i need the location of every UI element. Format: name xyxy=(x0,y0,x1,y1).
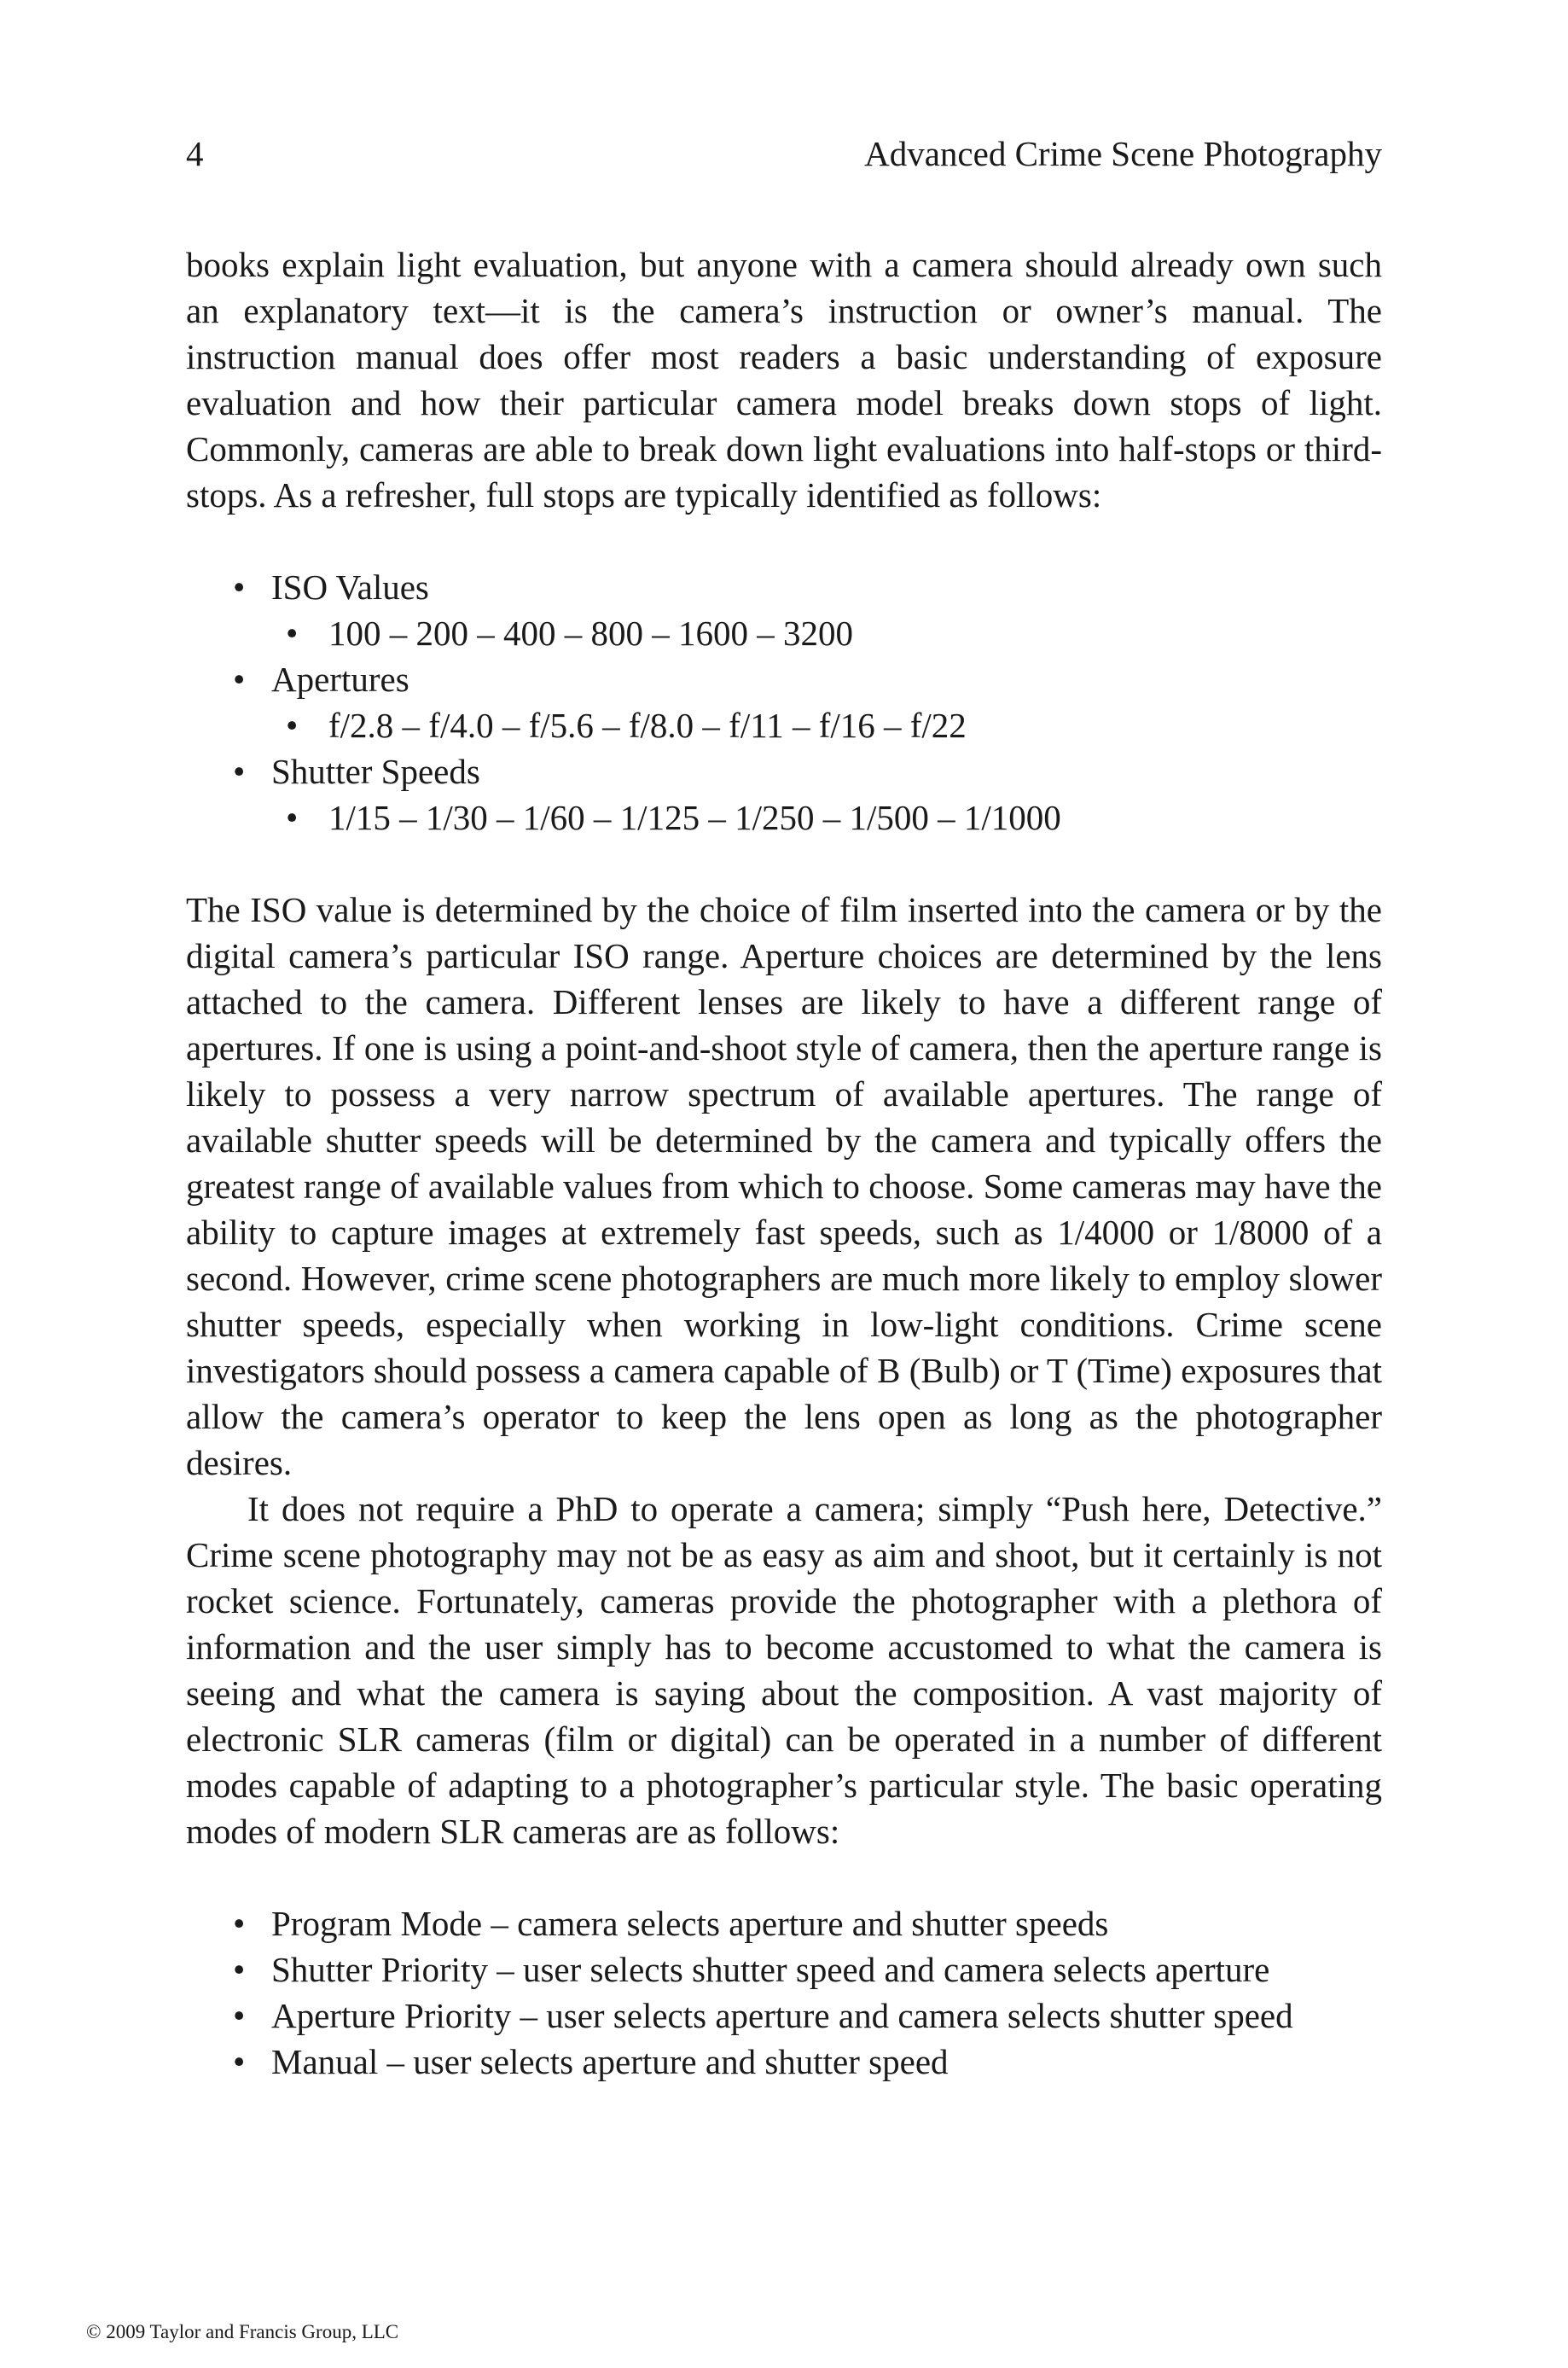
list-item-label: Shutter Speeds xyxy=(271,752,480,791)
list-item-text: Aperture Priority – user selects aperture and camera selects shutter speed xyxy=(271,1996,1293,2035)
bullet: • xyxy=(233,1996,246,2035)
list-item-label: Apertures xyxy=(271,660,409,699)
list-item-shutter-priority xyxy=(186,1946,1382,1993)
bullet: • xyxy=(233,1904,246,1943)
page-body xyxy=(186,241,1382,2085)
bullet: • xyxy=(233,2042,246,2081)
list-item-apertures xyxy=(186,656,1382,702)
sub-item-values: f/2.8 – f/4.0 – f/5.6 – f/8.0 – f/11 – f/16 – f/22 xyxy=(328,706,967,745)
list-item-aperture-priority xyxy=(186,1993,1382,2039)
copyright-footer: © 2009 Taylor and Francis Group, LLC xyxy=(86,2321,399,2342)
paragraph-light-evaluation: books explain light evaluation, but anyone with a camera should already own such an explanatory text—it is the camera’s instruction or owner’s manual. The instruction manual does offer most readers a basic understanding of exposure evaluation and how their particular camera model breaks down stops of light. Commonly, cameras are able to break down light evaluations into half-stops or third-stops. As a refresher, full stops are typically identified as follows: xyxy=(186,245,1382,515)
paragraph-iso-aperture-shutter: The ISO value is determined by the choice of film inserted into the camera or by the digital camera’s particular ISO range. Aperture choices are determined by the lens attached to the camera. Different lenses are likely to have a different range of apertures. If one is using a point-and-shoot style of camera, then the aperture range is likely to possess a very narrow spectrum of available apertures. The range of available shutter speeds will be determined by the camera and typically offers the greatest range of available values from which to choose. Some cameras may have the ability to capture images at extremely fast speeds, such as 1/4000 or 1/8000 of a second. However, crime scene photographers are much more likely to employ slower shutter speeds, especially when working in low-light conditions. Crime scene investigators should possess a camera capable of B (Bulb) or T (Time) exposures that allow the camera’s operator to keep the lens open as long as the photographer desires. xyxy=(186,890,1382,1482)
list-item-text: Program Mode – camera selects aperture and shutter speeds xyxy=(271,1904,1109,1943)
page-header xyxy=(186,128,1382,179)
list-item-program-mode xyxy=(186,1900,1382,1946)
sub-item-shutter-series xyxy=(186,794,1382,841)
operating-modes-list xyxy=(186,1900,1382,2085)
sub-item-iso-series xyxy=(186,610,1382,656)
full-stops-list xyxy=(186,564,1382,841)
bullet: • xyxy=(286,706,299,745)
list-item-shutter-speeds xyxy=(186,748,1382,794)
list-item-iso-values xyxy=(186,564,1382,610)
bullet: • xyxy=(286,614,299,653)
bullet: • xyxy=(233,660,246,699)
bullet: • xyxy=(233,567,246,607)
list-item-text: Shutter Priority – user selects shutter speed and camera selects aperture xyxy=(271,1950,1270,1989)
sub-item-values: 100 – 200 – 400 – 800 – 1600 – 3200 xyxy=(328,614,853,653)
list-item-label: ISO Values xyxy=(271,567,429,607)
bullet: • xyxy=(286,798,299,837)
list-item-text: Manual – user selects aperture and shutter speed xyxy=(271,2042,949,2081)
page-number: 4 xyxy=(186,134,204,173)
list-item-manual xyxy=(186,2039,1382,2085)
sub-item-values: 1/15 – 1/30 – 1/60 – 1/125 – 1/250 – 1/500 – 1/1000 xyxy=(328,798,1061,837)
bullet: • xyxy=(233,1950,246,1989)
bullet: • xyxy=(233,752,246,791)
sub-item-aperture-series xyxy=(186,702,1382,748)
running-head: Advanced Crime Scene Photography xyxy=(864,134,1382,173)
paragraph-camera-modes: It does not require a PhD to operate a camera; simply “Push here, Detective.” Crime scene photography may not be as easy as aim and shoot, but it certainly is not rocket science. Fortunately, cameras provide the photographer with a plethora of information and the user simply has to become accustomed to what the camera is seeing and what the camera is saying about the composition. A vast majority of electronic SLR cameras (film or digital) can be operated in a number of different modes capable of adapting to a photographer’s particular style. The basic operating modes of modern SLR cameras are as follows: xyxy=(186,1489,1382,1851)
